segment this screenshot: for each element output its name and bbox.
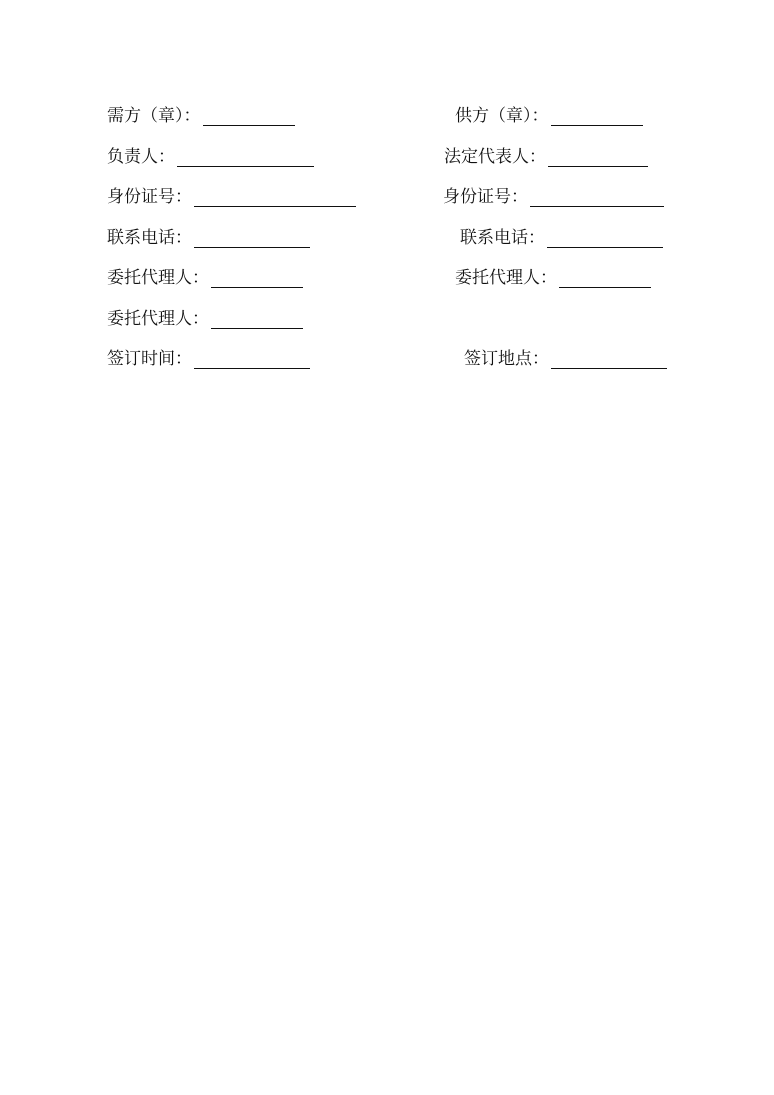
sign-place-field[interactable] bbox=[464, 345, 667, 369]
responsible-person-field[interactable] bbox=[107, 143, 314, 167]
supplier-phone-label: 联系电话： bbox=[460, 228, 545, 248]
buyer-seal-label: 需方（章）： bbox=[107, 106, 201, 126]
responsible-person-label: 负责人： bbox=[107, 147, 175, 167]
supplier-agent-blank[interactable] bbox=[559, 269, 651, 288]
supplier-phone-blank[interactable] bbox=[547, 229, 663, 248]
sign-time-blank[interactable] bbox=[194, 350, 310, 369]
legal-rep-field[interactable] bbox=[444, 143, 648, 167]
buyer-agent-1-blank[interactable] bbox=[211, 269, 303, 288]
buyer-agent-2-blank[interactable] bbox=[211, 310, 303, 329]
sign-time-field[interactable] bbox=[107, 345, 310, 369]
supplier-seal-field[interactable] bbox=[455, 102, 643, 126]
buyer-agent-1-label: 委托代理人： bbox=[107, 268, 209, 288]
sign-time-label: 签订时间： bbox=[107, 349, 192, 369]
buyer-seal-blank[interactable] bbox=[203, 107, 295, 126]
legal-rep-blank[interactable] bbox=[548, 148, 648, 167]
supplier-id-number-label: 身份证号： bbox=[443, 187, 528, 207]
buyer-phone-label: 联系电话： bbox=[107, 228, 192, 248]
buyer-agent-2-field[interactable] bbox=[107, 305, 303, 329]
supplier-agent-label: 委托代理人： bbox=[455, 268, 557, 288]
buyer-agent-2-label: 委托代理人： bbox=[107, 309, 209, 329]
supplier-seal-blank[interactable] bbox=[551, 107, 643, 126]
buyer-id-number-field[interactable] bbox=[107, 183, 356, 207]
buyer-agent-1-field[interactable] bbox=[107, 264, 303, 288]
responsible-person-blank[interactable] bbox=[177, 148, 314, 167]
supplier-phone-field[interactable] bbox=[460, 224, 663, 248]
legal-rep-label: 法定代表人： bbox=[444, 147, 546, 167]
sign-place-label: 签订地点： bbox=[464, 349, 549, 369]
buyer-seal-field[interactable] bbox=[107, 102, 295, 126]
buyer-id-number-label: 身份证号： bbox=[107, 187, 192, 207]
supplier-seal-label: 供方（章）： bbox=[455, 106, 549, 126]
sign-place-blank[interactable] bbox=[551, 350, 667, 369]
buyer-id-number-blank[interactable] bbox=[194, 188, 356, 207]
supplier-agent-field[interactable] bbox=[455, 264, 651, 288]
buyer-phone-field[interactable] bbox=[107, 224, 310, 248]
buyer-phone-blank[interactable] bbox=[194, 229, 310, 248]
supplier-id-number-field[interactable] bbox=[443, 183, 664, 207]
supplier-id-number-blank[interactable] bbox=[530, 188, 664, 207]
